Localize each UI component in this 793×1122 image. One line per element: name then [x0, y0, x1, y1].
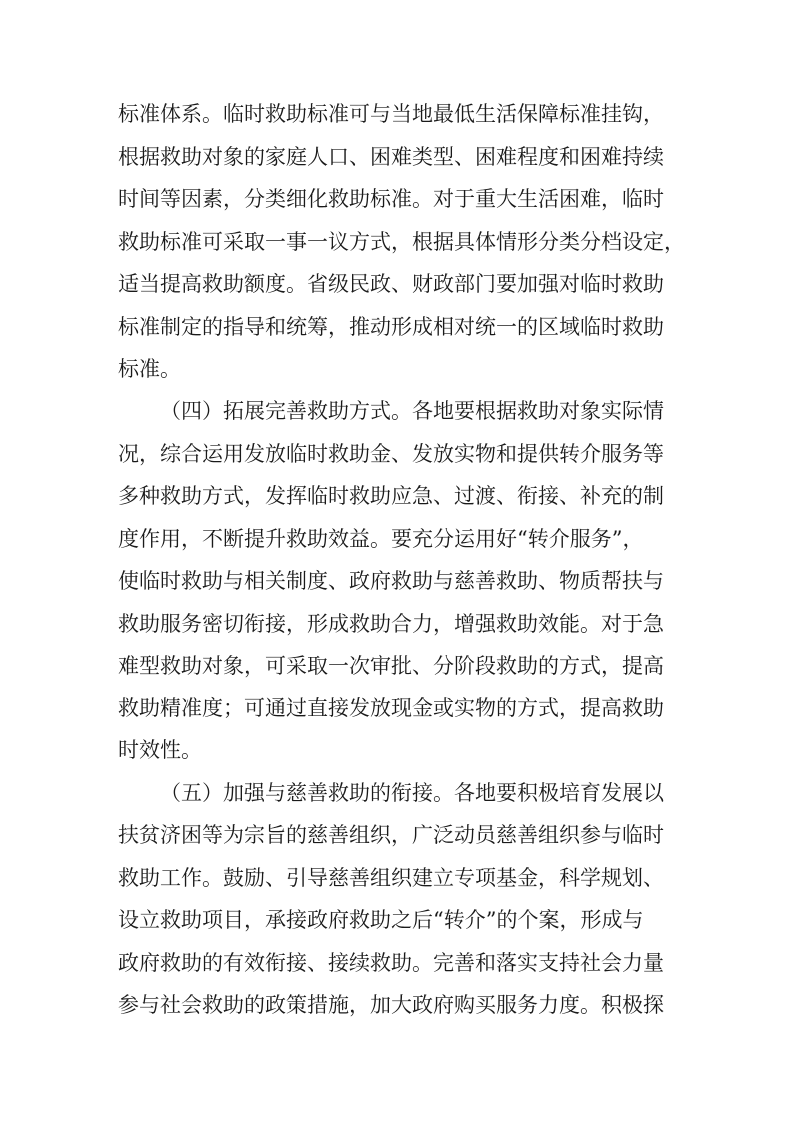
text-line: 救助工作。鼓励、引导慈善组织建立专项基金，科学规划、 [118, 866, 664, 890]
paragraph-heading-4: （四）拓展完善救助方式。各地要根据救助对象实际情 [160, 399, 664, 423]
text-line: 多种救助方式，发挥临时救助应急、过渡、衔接、补充的制 [118, 484, 664, 508]
text-line: 扶贫济困等为宗旨的慈善组织，广泛动员慈善组织参与临时 [118, 823, 664, 847]
text-line: 标准制定的指导和统筹，推动形成相对统一的区域临时救助 [118, 315, 664, 339]
text-line: 时效性。 [118, 738, 202, 762]
text-line: 政府救助的有效衔接、接续救助。完善和落实支持社会力量 [118, 951, 664, 975]
text-line: 根据救助对象的家庭人口、困难类型、困难程度和困难持续 [118, 145, 664, 169]
text-line: 使临时救助与相关制度、政府救助与慈善救助、物质帮扶与 [118, 569, 664, 593]
text-line: 设立救助项目，承接政府救助之后“转介”的个案，形成与 [118, 908, 644, 932]
text-line: 参与社会救助的政策措施，加大政府购买服务力度。积极探 [118, 993, 664, 1017]
text-line: 适当提高救助额度。省级民政、财政部门要加强对临时救助 [118, 272, 664, 296]
text-line: 救助服务密切衔接，形成救助合力，增强救助效能。对于急 [118, 612, 664, 636]
text-line: 度作用，不断提升救助效益。要充分运用好“转介服务”， [118, 527, 644, 551]
text-line: 时间等因素，分类细化救助标准。对于重大生活困难，临时 [118, 187, 664, 211]
text-line: 救助精准度；可通过直接发放现金或实物的方式，提高救助 [118, 696, 664, 720]
text-line: 标准。 [118, 357, 181, 381]
text-line: 难型救助对象，可采取一次审批、分阶段救助的方式，提高 [118, 654, 664, 678]
text-line: 标准体系。临时救助标准可与当地最低生活保障标准挂钩， [118, 102, 664, 126]
text-line: 况，综合运用发放临时救助金、发放实物和提供转介服务等 [118, 442, 664, 466]
paragraph-heading-5: （五）加强与慈善救助的衔接。各地要积极培育发展以 [160, 781, 664, 805]
text-line: 救助标准可采取一事一议方式，根据具体情形分类分档设定， [118, 230, 685, 254]
